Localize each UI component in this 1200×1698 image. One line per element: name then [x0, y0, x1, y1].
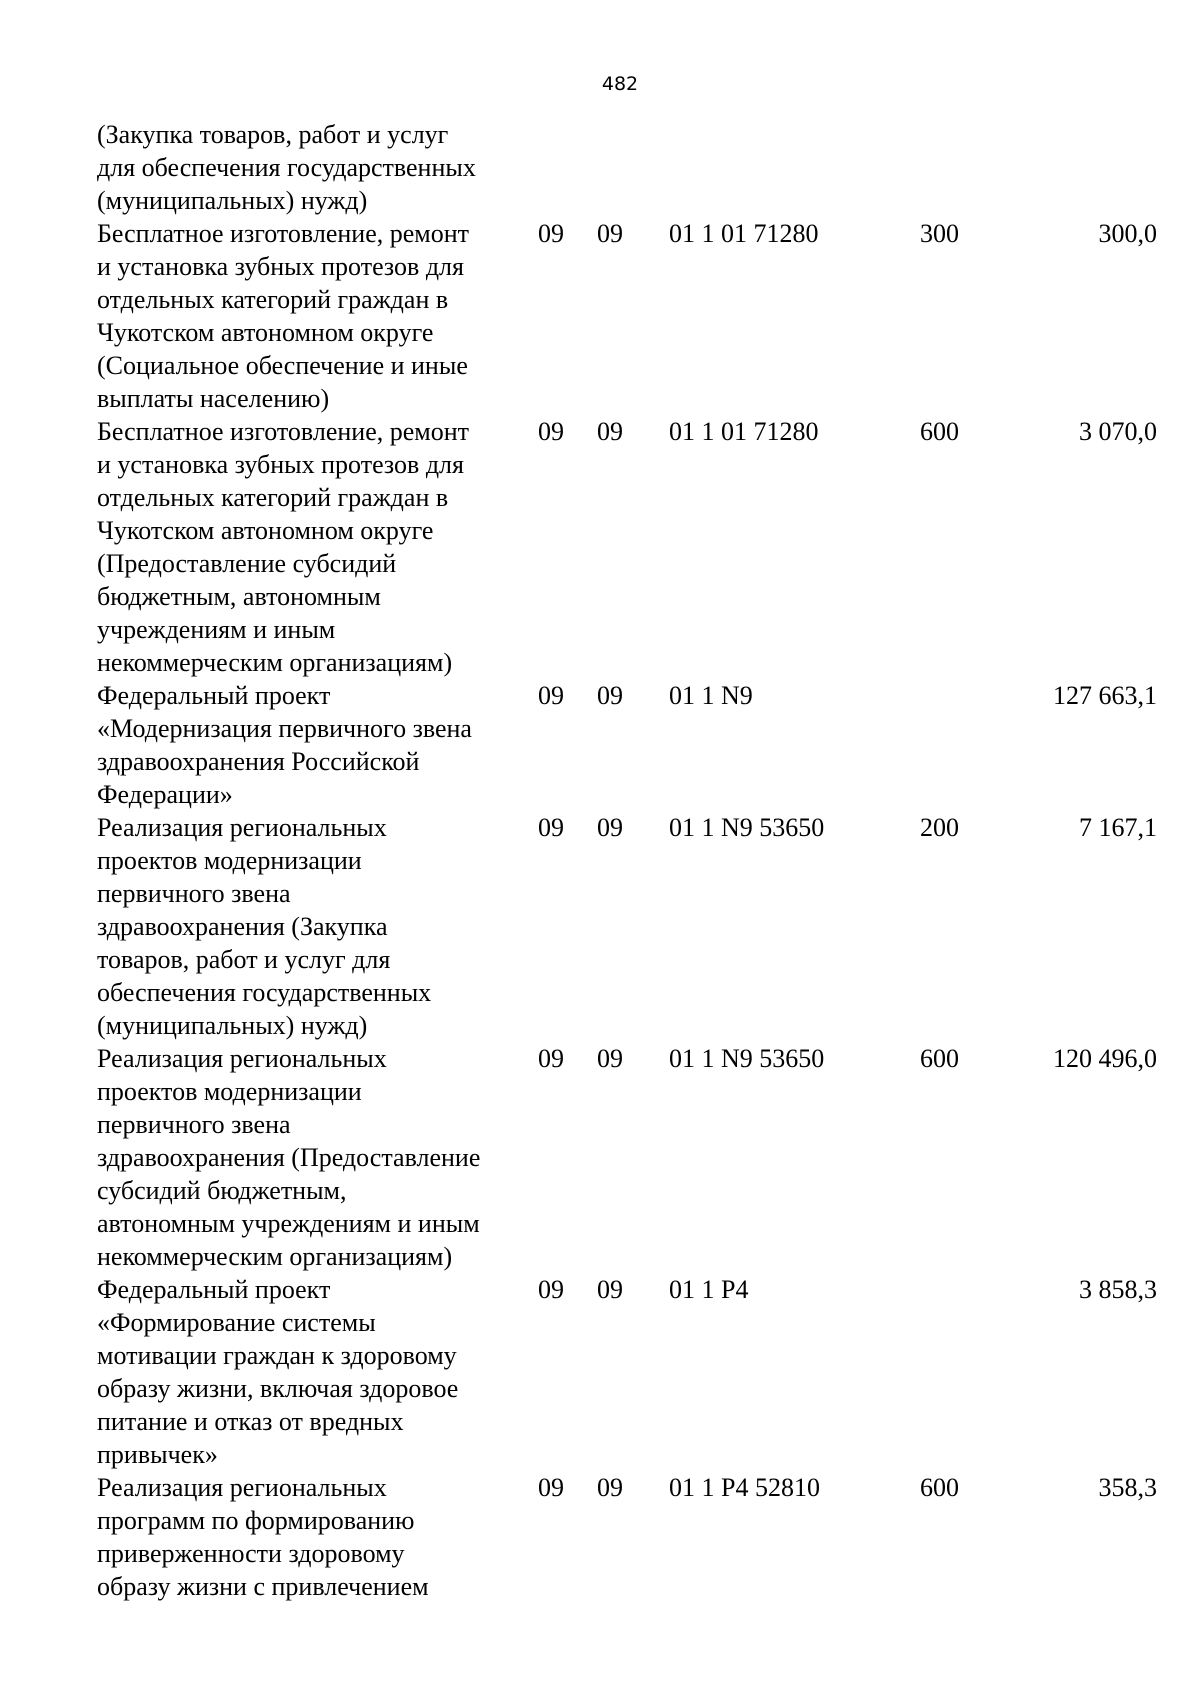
page-number: 482	[601, 73, 639, 95]
expense-name-line: отдельных категорий граждан в	[97, 285, 449, 314]
expense-name-line: образу жизни с привлечением	[97, 1572, 429, 1601]
expense-name-line: товаров, работ и услуг для	[97, 945, 391, 974]
expense-name-line: питание и отказ от вредных	[97, 1407, 404, 1436]
expense-name-line: (Социальное обеспечение и иные	[97, 351, 468, 380]
expense-name-line: проектов модернизации	[97, 846, 362, 875]
expense-name	[97, 217, 507, 415]
expense-name-line: Чукотском автономном округе	[97, 516, 434, 545]
amount: 7 167,1	[1079, 813, 1157, 842]
expense-name-line: Реализация региональных	[97, 1473, 387, 1502]
expense-name-line: проектов модернизации	[97, 1077, 362, 1106]
expense-name-line: (Предоставление субсидий	[97, 549, 397, 578]
expense-name	[97, 1273, 507, 1471]
expense-type-code: 600	[920, 417, 959, 446]
expense-name-line: образу жизни, включая здоровое	[97, 1374, 459, 1403]
amount: 127 663,1	[1053, 681, 1157, 710]
amount: 358,3	[1098, 1473, 1157, 1502]
target-article-code: 01 1 01 71280	[669, 219, 819, 248]
subsection-code: 09	[597, 1044, 623, 1073]
expense-name-line: первичного звена	[97, 879, 291, 908]
expense-name-line: Бесплатное изготовление, ремонт	[97, 219, 470, 248]
expense-name-line: бюджетным, автономным	[97, 582, 381, 611]
section-code: 09	[538, 681, 564, 710]
expense-name-line: автономным учреждениям и иным	[97, 1209, 480, 1238]
expense-name-line: Реализация региональных	[97, 813, 387, 842]
expense-name-line: отдельных категорий граждан в	[97, 483, 449, 512]
expense-name-line: для обеспечения государственных	[97, 153, 476, 182]
expense-name-line: учреждениям и иным	[97, 615, 336, 644]
section-code: 09	[538, 219, 564, 248]
subsection-code: 09	[597, 219, 623, 248]
expense-name-line: Федеральный проект	[97, 681, 331, 710]
expense-name-line: Реализация региональных	[97, 1044, 387, 1073]
table-row	[97, 217, 1157, 415]
target-article-code: 01 1 P4	[669, 1275, 749, 1304]
expense-name	[97, 811, 507, 1042]
amount: 300,0	[1098, 219, 1157, 248]
section-code: 09	[538, 1473, 564, 1502]
target-article-code: 01 1 N9 53650	[669, 1044, 825, 1073]
expense-name-line: и установка зубных протезов для	[97, 450, 464, 479]
expense-type-code: 600	[920, 1473, 959, 1502]
expense-name-line: первичного звена	[97, 1110, 291, 1139]
target-article-code: 01 1 N9	[669, 681, 753, 710]
expense-name-line: выплаты населению)	[97, 384, 330, 413]
table-row	[97, 118, 1157, 217]
table-row	[97, 1471, 1157, 1603]
expense-name-line: Бесплатное изготовление, ремонт	[97, 417, 470, 446]
expense-name-line: здравоохранения Российской	[97, 747, 420, 776]
table-row	[97, 679, 1157, 811]
expense-name-line: некоммерческим организациям)	[97, 648, 453, 677]
subsection-code: 09	[597, 417, 623, 446]
expense-name	[97, 118, 507, 217]
amount: 3 070,0	[1079, 417, 1157, 446]
target-article-code: 01 1 01 71280	[669, 417, 819, 446]
table-row	[97, 1273, 1157, 1471]
expense-name-line: некоммерческим организациям)	[97, 1242, 453, 1271]
expense-name	[97, 1042, 507, 1273]
section-code: 09	[538, 1275, 564, 1304]
expense-name-line: программ по формированию	[97, 1506, 415, 1535]
section-code: 09	[538, 1044, 564, 1073]
expense-name-line: мотивации граждан к здоровому	[97, 1341, 457, 1370]
expense-name-line: (муниципальных) нужд)	[97, 1011, 368, 1040]
section-code: 09	[538, 417, 564, 446]
expense-type-code: 300	[920, 219, 959, 248]
expense-name-line: «Модернизация первичного звена	[97, 714, 472, 743]
table-row	[97, 811, 1157, 1042]
expense-type-code: 600	[920, 1044, 959, 1073]
expense-name-line: и установка зубных протезов для	[97, 252, 464, 281]
expense-name-line: Федерации»	[97, 780, 233, 809]
expense-name	[97, 415, 507, 679]
expense-name-line: Федеральный проект	[97, 1275, 331, 1304]
expense-name-line: приверженности здоровому	[97, 1539, 405, 1568]
table-row	[97, 415, 1157, 679]
expense-name-line: (муниципальных) нужд)	[97, 186, 368, 215]
expense-name	[97, 679, 507, 811]
expense-name	[97, 1471, 507, 1603]
expense-name-line: обеспечения государственных	[97, 978, 432, 1007]
amount: 3 858,3	[1079, 1275, 1157, 1304]
section-code: 09	[538, 813, 564, 842]
expense-name-line: здравоохранения (Предоставление	[97, 1143, 481, 1172]
expense-name-line: (Закупка товаров, работ и услуг	[97, 120, 449, 149]
expense-type-code: 200	[920, 813, 959, 842]
subsection-code: 09	[597, 813, 623, 842]
amount: 120 496,0	[1053, 1044, 1157, 1073]
target-article-code: 01 1 P4 52810	[669, 1473, 820, 1502]
table-row	[97, 1042, 1157, 1273]
subsection-code: 09	[597, 681, 623, 710]
expense-name-line: субсидий бюджетным,	[97, 1176, 347, 1205]
expense-name-line: здравоохранения (Закупка	[97, 912, 388, 941]
expense-name-line: «Формирование системы	[97, 1308, 376, 1337]
subsection-code: 09	[597, 1275, 623, 1304]
target-article-code: 01 1 N9 53650	[669, 813, 825, 842]
expense-name-line: Чукотском автономном округе	[97, 318, 434, 347]
expense-name-line: привычек»	[97, 1440, 218, 1469]
subsection-code: 09	[597, 1473, 623, 1502]
budget-table	[97, 118, 1157, 1603]
